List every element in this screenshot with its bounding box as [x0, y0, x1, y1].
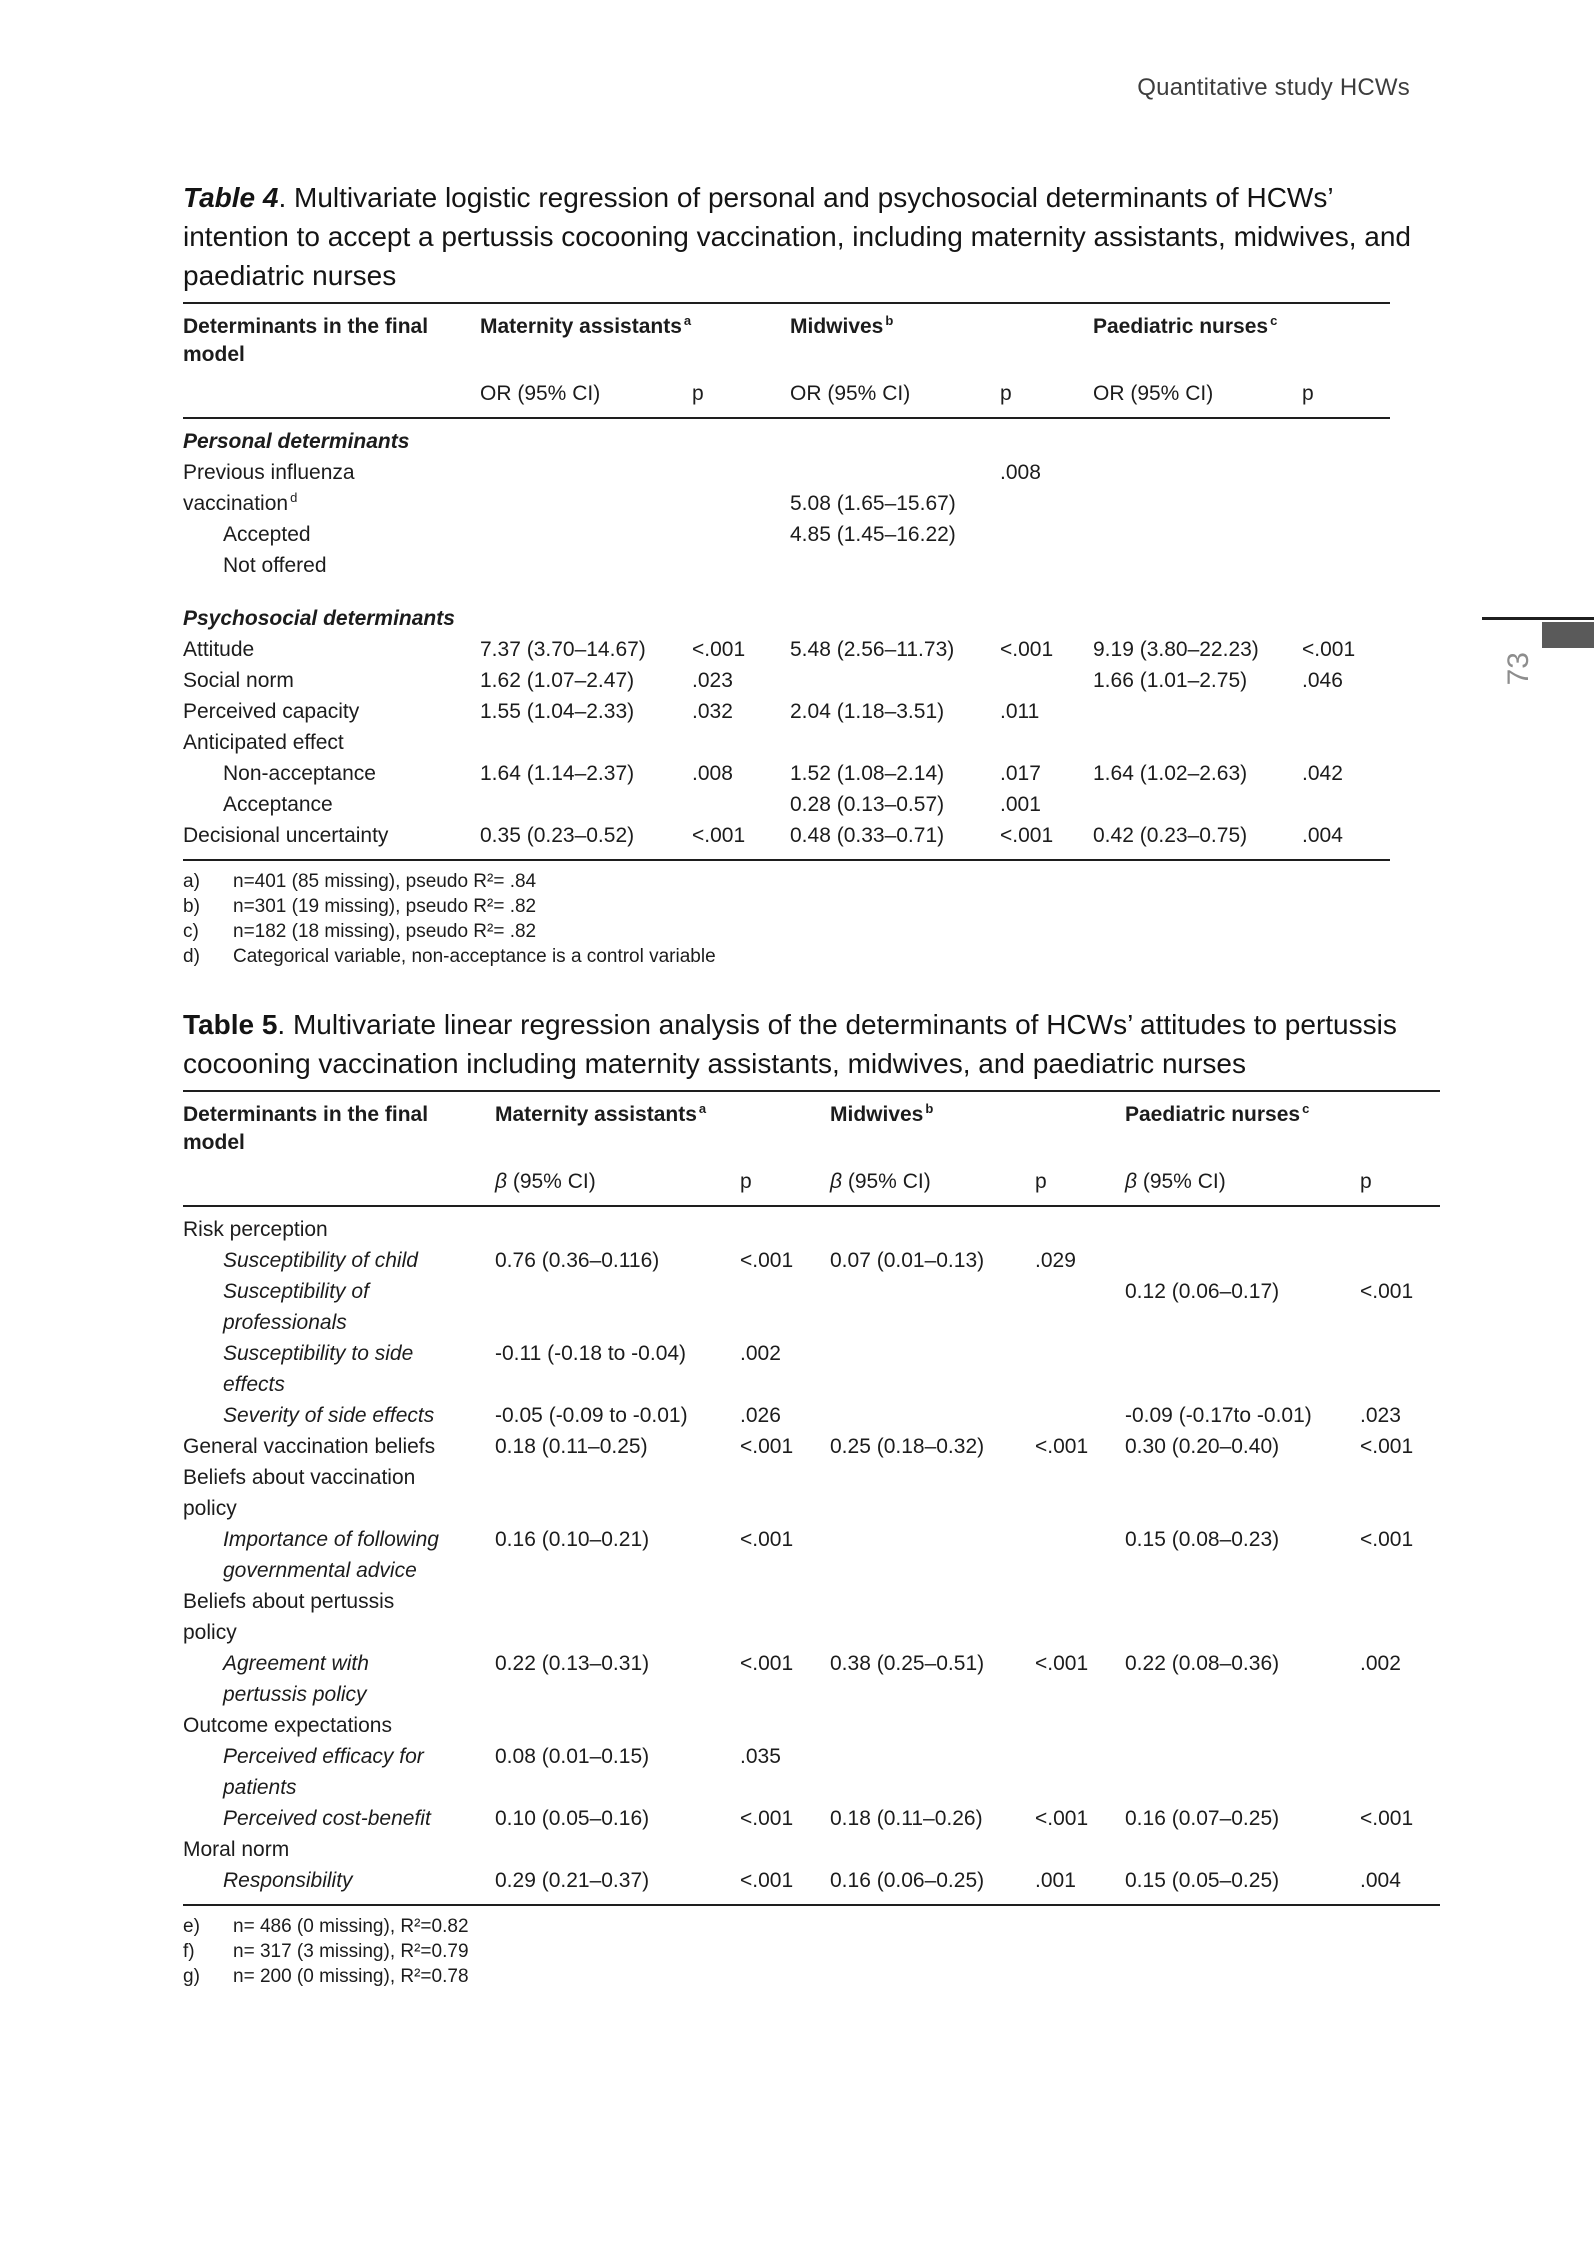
group-label: Midwives [790, 315, 884, 338]
cell-maternity-p: <.001 [692, 824, 746, 847]
group-footnote-sup: c [1270, 313, 1278, 328]
cell-midwives-value: 0.16 (0.06–0.25) [830, 1869, 985, 1892]
cell-maternity-value: 7.37 (3.70–14.67) [480, 638, 646, 661]
cell-maternity-value: 0.35 (0.23–0.52) [480, 824, 635, 847]
row-label: Acceptance [223, 793, 333, 816]
table-row [183, 1400, 1440, 1431]
table-row [183, 519, 1390, 550]
cell-paediatric-value: 0.12 (0.06–0.17) [1125, 1280, 1280, 1303]
footnote [183, 894, 1463, 919]
table-row [183, 1276, 1440, 1338]
table5-body [183, 1207, 1440, 1906]
cell-paediatric-value: 1.64 (1.02–2.63) [1093, 762, 1248, 785]
footnote-text: Categorical variable, non-acceptance is a control variable [233, 946, 716, 967]
row-label: Outcome expectations [183, 1714, 392, 1737]
cell-maternity-value: 0.08 (0.01–0.15) [495, 1745, 650, 1768]
cell-maternity-p: .008 [692, 762, 733, 785]
footnote [183, 1939, 1463, 1964]
table-row [183, 1245, 1440, 1276]
cell-paediatric-p: <.001 [1360, 1280, 1414, 1303]
table-row [183, 603, 1390, 634]
cell-paediatric-p: <.001 [1302, 638, 1356, 661]
cell-paediatric-p: .023 [1360, 1404, 1401, 1427]
table4-title [183, 178, 1433, 295]
table4-subheader-p-ma: p [692, 382, 704, 405]
footnote-marker: d) [183, 946, 200, 967]
footnote-marker: f) [183, 1941, 195, 1962]
cell-midwives-value: 0.48 (0.33–0.71) [790, 824, 945, 847]
table-row [183, 1214, 1440, 1245]
cell-paediatric-value: 0.22 (0.08–0.36) [1125, 1652, 1280, 1675]
cell-midwives-value: 2.04 (1.18–3.51) [790, 700, 945, 723]
footnote [183, 1914, 1463, 1939]
cell-midwives-p: .017 [1000, 762, 1041, 785]
row-label: Moral norm [183, 1838, 290, 1861]
cell-paediatric-p: .004 [1302, 824, 1343, 847]
footnote-text: n= 486 (0 missing), R²=0.82 [233, 1916, 469, 1937]
table-row [183, 426, 1390, 457]
table-row [183, 665, 1390, 696]
table-row [183, 1648, 1440, 1710]
cell-maternity-p: .023 [692, 669, 733, 692]
table-row [183, 696, 1390, 727]
table4-subheader-row [183, 381, 1390, 407]
cell-maternity-value: 0.29 (0.21–0.37) [495, 1869, 650, 1892]
table5-subheader-beta-pn: β (95% CI) [1125, 1170, 1226, 1193]
cell-midwives-p: .001 [1035, 1869, 1076, 1892]
cell-midwives-value: 0.18 (0.11–0.26) [830, 1807, 983, 1830]
cell-midwives-p: <.001 [1035, 1807, 1089, 1830]
table4-header-row [183, 313, 1390, 369]
cell-maternity-value: 0.10 (0.05–0.16) [495, 1807, 650, 1830]
group-footnote-sup: b [885, 313, 894, 328]
footnote-marker: c) [183, 921, 199, 942]
row-label: Perceived capacity [183, 700, 360, 723]
cell-paediatric-value: 1.66 (1.01–2.75) [1093, 669, 1248, 692]
cell-midwives-value: 1.52 (1.08–2.14) [790, 762, 945, 785]
row-label: General vaccination beliefs [183, 1435, 436, 1458]
row-label: Beliefs about pertussis policy [183, 1590, 395, 1644]
table5-subheader-p-ma: p [740, 1170, 752, 1193]
footnote-text: n=301 (19 missing), pseudo R²= .82 [233, 896, 537, 917]
group-label: Maternity assistants [495, 1103, 697, 1126]
group-footnote-sup: a [683, 313, 692, 328]
table-row [183, 1834, 1440, 1865]
row-label: Anticipated effect [183, 731, 344, 754]
row-footnote-sup: d [290, 490, 298, 505]
cell-midwives-p: <.001 [1000, 638, 1054, 661]
table-row [183, 727, 1390, 758]
cell-midwives-value: 0.38 (0.25–0.51) [830, 1652, 985, 1675]
footnote-marker: b) [183, 896, 200, 917]
cell-midwives-p: .008 [1000, 461, 1041, 484]
cell-maternity-value: 1.55 (1.04–2.33) [480, 700, 635, 723]
table-row [183, 758, 1390, 789]
cell-paediatric-value: 0.30 (0.20–0.40) [1125, 1435, 1280, 1458]
cell-midwives-p: .011 [1000, 700, 1040, 723]
table-row [183, 820, 1390, 851]
cell-midwives-p: <.001 [1035, 1652, 1089, 1675]
group-label: Maternity assistants [480, 315, 682, 338]
table-row [183, 1865, 1440, 1896]
table4-col-maternity-assistants [480, 313, 790, 341]
cell-paediatric-p: .002 [1360, 1652, 1401, 1675]
footnote [183, 1964, 1463, 1989]
row-label: Social norm [183, 669, 294, 692]
cell-paediatric-p: .004 [1360, 1869, 1401, 1892]
table5-title-text: . Multivariate linear regression analysis of the determinants of HCWs’ attitudes to pertussis cocooning vaccination including maternity assistants, midwives, and paediatric nurses [183, 1009, 1397, 1079]
table4-subheader-p-mw: p [1000, 382, 1012, 405]
table-spacer-row [183, 581, 1390, 603]
footnote-marker: e) [183, 1916, 200, 1937]
row-label: Previous influenza [183, 461, 355, 484]
cell-maternity-value: 0.18 (0.11–0.25) [495, 1435, 648, 1458]
table5-title-label: Table 5 [183, 1009, 278, 1040]
footnote-marker: g) [183, 1966, 200, 1987]
row-label: Decisional uncertainty [183, 824, 389, 847]
cell-midwives-value: 0.07 (0.01–0.13) [830, 1249, 985, 1272]
row-label: Susceptibility of child [223, 1249, 418, 1272]
table5-col-maternity-assistants [495, 1101, 830, 1129]
chapter-tab-marker [1542, 622, 1594, 648]
table5-footnotes [183, 1914, 1463, 1989]
table4-subheader-or-mw: OR (95% CI) [790, 382, 911, 405]
cell-maternity-p: <.001 [740, 1249, 794, 1272]
cell-paediatric-value: 0.15 (0.08–0.23) [1125, 1528, 1280, 1551]
row-label: Susceptibility of professionals [223, 1280, 369, 1334]
row-label: Accepted [223, 523, 311, 546]
cell-paediatric-p: .042 [1302, 762, 1343, 785]
cell-maternity-value: 0.22 (0.13–0.31) [495, 1652, 650, 1675]
table4-col-midwives [790, 313, 1093, 341]
row-label: Severity of side effects [223, 1404, 435, 1427]
table4-body [183, 419, 1390, 861]
cell-paediatric-value: 0.15 (0.05–0.25) [1125, 1869, 1280, 1892]
cell-maternity-p: .032 [692, 700, 733, 723]
cell-paediatric-p: <.001 [1360, 1807, 1414, 1830]
table5-subheader-beta-ma: β (95% CI) [495, 1170, 596, 1193]
cell-midwives-value: 0.28 (0.13–0.57) [790, 793, 945, 816]
cell-midwives-value: 5.48 (2.56–11.73) [790, 638, 955, 661]
cell-maternity-value: 0.76 (0.36–0.116) [495, 1249, 660, 1272]
table-row [183, 488, 1390, 519]
cell-maternity-value: 1.64 (1.14–2.37) [480, 762, 635, 785]
table5-header-row [183, 1101, 1440, 1157]
footnote-text: n=401 (85 missing), pseudo R²= .84 [233, 871, 537, 892]
cell-paediatric-p: .046 [1302, 669, 1343, 692]
row-label: Risk perception [183, 1218, 328, 1241]
group-label: Paediatric nurses [1125, 1103, 1301, 1126]
cell-paediatric-value: -0.09 (-0.17to -0.01) [1125, 1404, 1312, 1427]
group-label: Paediatric nurses [1093, 315, 1269, 338]
row-label: Not offered [223, 554, 327, 577]
footnote-marker: a) [183, 871, 200, 892]
table5-subheader-p-pn: p [1360, 1170, 1372, 1193]
table5-subheader-beta-mw: β (95% CI) [830, 1170, 931, 1193]
row-label: Psychosocial determinants [183, 607, 455, 630]
table-row [183, 634, 1390, 665]
table-row [183, 550, 1390, 581]
table-row [183, 1462, 1440, 1524]
cell-maternity-value: 0.16 (0.10–0.21) [495, 1528, 650, 1551]
row-label: Perceived efficacy for patients [223, 1745, 424, 1799]
table5-subheader-row [183, 1169, 1440, 1195]
row-label: Personal determinants [183, 430, 410, 453]
footnote [183, 869, 1463, 894]
table-row [183, 1710, 1440, 1741]
cell-maternity-p: <.001 [740, 1652, 794, 1675]
row-label: Importance of following governmental advice [223, 1528, 439, 1582]
cell-paediatric-value: 0.16 (0.07–0.25) [1125, 1807, 1280, 1830]
group-footnote-sup: b [925, 1101, 934, 1116]
footnote-text: n= 317 (3 missing), R²=0.79 [233, 1941, 469, 1962]
page-number: 73 [1502, 652, 1535, 686]
cell-midwives-value: 5.08 (1.65–15.67) [790, 492, 956, 515]
cell-maternity-p: <.001 [740, 1807, 794, 1830]
cell-maternity-p: .035 [740, 1745, 781, 1768]
table5 [183, 1090, 1440, 1906]
table4-footnotes [183, 869, 1463, 969]
row-label: Perceived cost-benefit [223, 1807, 431, 1830]
row-label: Beliefs about vaccination policy [183, 1466, 416, 1520]
table5-col-midwives [830, 1101, 1125, 1129]
table-row [183, 1431, 1440, 1462]
row-label: Responsibility [223, 1869, 353, 1892]
row-label: Attitude [183, 638, 255, 661]
row-label: Agreement with pertussis policy [223, 1652, 369, 1706]
cell-midwives-p: <.001 [1035, 1435, 1089, 1458]
table4-title-label: Table 4 [183, 182, 279, 213]
cell-maternity-p: <.001 [740, 1869, 794, 1892]
cell-midwives-p: .001 [1000, 793, 1041, 816]
cell-maternity-value: 1.62 (1.07–2.47) [480, 669, 635, 692]
table4-col-paediatric-nurses [1093, 313, 1390, 341]
table5-subheader-p-mw: p [1035, 1170, 1047, 1193]
table-row [183, 457, 1390, 488]
group-footnote-sup: a [698, 1101, 707, 1116]
cell-maternity-p: <.001 [740, 1528, 794, 1551]
table5-header [183, 1092, 1440, 1207]
row-label: Susceptibility to side effects [223, 1342, 414, 1396]
cell-midwives-value: 4.85 (1.45–16.22) [790, 523, 956, 546]
footnote [183, 944, 1463, 969]
cell-paediatric-value: 0.42 (0.23–0.75) [1093, 824, 1248, 847]
cell-maternity-p: .002 [740, 1342, 781, 1365]
table4-col-determinants: Determinants in the final model [183, 315, 429, 366]
cell-maternity-value: -0.11 (-0.18 to -0.04) [495, 1342, 687, 1365]
cell-midwives-p: <.001 [1000, 824, 1054, 847]
table5-title [183, 1005, 1433, 1083]
chapter-tab-line [1482, 617, 1594, 620]
table5-col-paediatric-nurses [1125, 1101, 1440, 1129]
group-footnote-sup: c [1302, 1101, 1310, 1116]
cell-maternity-value: -0.05 (-0.09 to -0.01) [495, 1404, 688, 1427]
cell-paediatric-p: <.001 [1360, 1435, 1414, 1458]
cell-paediatric-p: <.001 [1360, 1528, 1414, 1551]
table4-subheader-p-pn: p [1302, 382, 1314, 405]
page-content [183, 178, 1463, 1989]
cell-maternity-p: <.001 [692, 638, 746, 661]
cell-maternity-p: .026 [740, 1404, 781, 1427]
group-label: Midwives [830, 1103, 924, 1126]
table-row [183, 1803, 1440, 1834]
table-row [183, 1586, 1440, 1648]
cell-maternity-p: <.001 [740, 1435, 794, 1458]
row-label: Non-acceptance [223, 762, 376, 785]
table-row [183, 1741, 1440, 1803]
table-row [183, 1338, 1440, 1400]
table-row [183, 789, 1390, 820]
cell-midwives-p: .029 [1035, 1249, 1076, 1272]
row-label: vaccination $^d$ [183, 490, 298, 515]
cell-midwives-value: 0.25 (0.18–0.32) [830, 1435, 985, 1458]
table4-subheader-or-ma: OR (95% CI) [480, 382, 601, 405]
table4-title-text: . Multivariate logistic regression of personal and psychosocial determinants of HCWs’ intention to accept a pertussis cocooning vaccination, including maternity assistants, midwives, and paediatric nurses [183, 182, 1411, 291]
table4 [183, 302, 1390, 861]
table4-subheader-or-pn: OR (95% CI) [1093, 382, 1214, 405]
table-row [183, 1524, 1440, 1586]
footnote [183, 919, 1463, 944]
running-header: Quantitative study HCWs [1137, 74, 1410, 101]
cell-paediatric-value: 9.19 (3.80–22.23) [1093, 638, 1259, 661]
footnote-text: n= 200 (0 missing), R²=0.78 [233, 1966, 469, 1987]
table4-header [183, 304, 1390, 419]
table5-col-determinants: Determinants in the final model [183, 1103, 429, 1154]
footnote-text: n=182 (18 missing), pseudo R²= .82 [233, 921, 537, 942]
